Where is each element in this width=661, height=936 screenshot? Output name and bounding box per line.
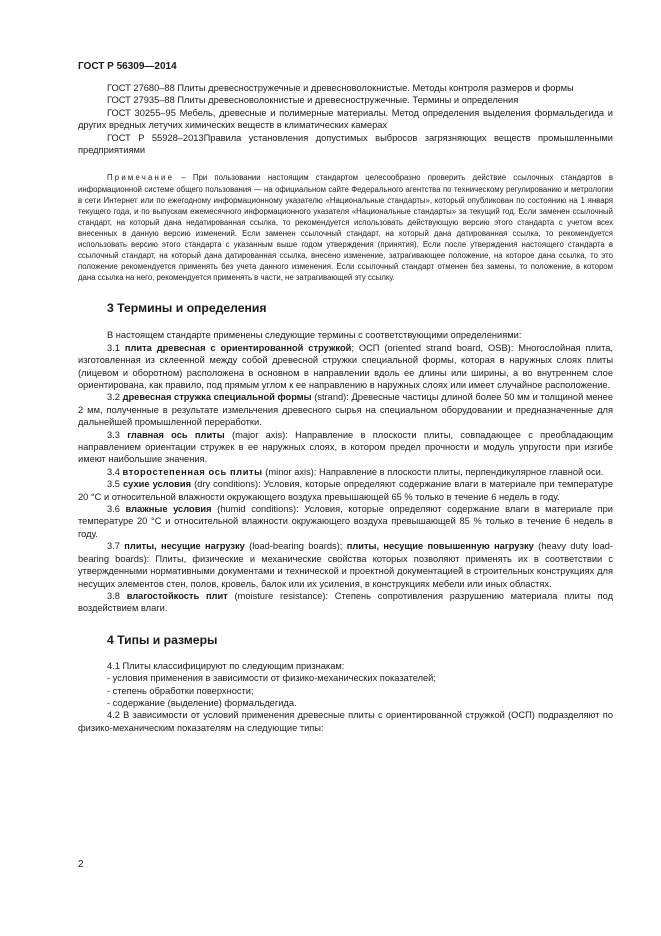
note-text: – При пользовании настоящим стандартом целесообразно проверить действие ссылочных стандартов в информационной системе общего пользования — на официальном сайте Федерального агентства по техническому регулированию и метрологии в сети Интернет или по ежегодному информационному указателю «Национальные стандарты», который опубликован по состоянию на 1 января текущего года, и по выпускам ежемесячного информационного указателя «Национальные стандарты» за текущий год. Если заменен ссылочный стандарт, на который дана недатированная ссылка, то рекомендуется использовать действующую версию этого стандарта с учетом всех внесенных в данную версию изменений. Если заменен ссылочный стандарт, на который дана датированная ссылка, то рекомендуется использовать версию этого стандарта с указанным выше годом утверждения (принятия). Если после утверждения настоящего стандарта в ссылочный стандарт, на который дана датированная ссылка, внесено изменение, затрагивающее положение, на которое дана ссылка, то это положение рекомендуется применять без учета данного изменения. Если ссылочный стандарт отменен без замены, то положение, в котором дана ссылка на него, рекомендуется применять в части, не затрагивающей эту ссылку. [78,173,613,283]
term-name: влагостойкость плит [126,590,228,601]
reference-item: ГОСТ 27680–88 Плиты древесностружечные и древесноволокнистые. Методы контроля размеров и формы [107,83,574,93]
reference-item: ГОСТ Р 55928–2013Правила установления допустимых выбросов загрязняющих веществ промышленными предприятиями [78,132,613,156]
term-number: 3.8 [107,590,127,601]
term-number: 3.1 [107,342,125,353]
term-3-1 [78,342,613,392]
term-name-secondary: плиты, несущие повышенную нагрузку [346,541,534,552]
term-definition: (major axis): Направление в плоскости плиты, совпадающее с преобладающим направлением ориентации стружек в ее наружных слоях, в котором предел прочности и модуль упругости при изгибе имеют наибольшие значения. [78,429,614,465]
term-3-8 [78,590,613,615]
reference-item: ГОСТ 30255–95 Мебель, древесные и полимерные материалы. Метод определения выделения формальдегида и других вредных летучих химических веществ в климатических камерах [78,107,613,131]
list-item: - условия применения в зависимости от физико-механических показателей; [107,673,436,684]
term-name: влажные условия [125,504,212,515]
term-name: древесная стружка специальной формы [122,392,312,403]
page-number: 2 [78,859,84,870]
normative-references-list [78,82,613,156]
section-3-heading: 3 Термины и определения [107,301,267,316]
list-item: - содержание (выделение) формальдегида. [107,697,297,708]
document-id-header: ГОСТ Р 56309—2014 [78,61,177,72]
term-definition: ; ОСП (oriented strand board, OSB): Многослойная плита, изготовленная из склеенной между собой древесной стружки специальной формы, которая в наружных слоях плиты (лицевом и оборотном) расположена в основном в направлении вдоль ее длины или ширины, а во внутреннем слое ориентирована, как правило, под прямым углом к ее направлению в наружных слоях или имеет случайное расположение. [78,342,614,390]
term-definition: (minor axis): Направление в плоскости плиты, перпендикулярное главной оси. [262,466,604,477]
term-3-3 [78,429,613,466]
term-definition: (moisture resistance): Степень сопротивления разрушению материала плиты под воздействием влаги. [78,590,613,614]
term-definition: (heavy duty load-bearing boards): Плиты, физические и механические свойства которых позволяют применять их в соответствии с утвержденными нормативными документами и технической и проектной документацией в строительных конструкциях для несущих элементов стен, полов, кровель, балок или их усиления, в конструкциях мебели или иных областях. [78,541,614,589]
page-content [78,80,613,734]
term-name: второстепенная ось плиты [122,466,263,477]
term-name: плита древесная с ориентированной стружкой [124,342,352,353]
term-english: (load-bearing boards); [244,541,347,552]
term-number: 3.7 [107,541,125,552]
section-4-heading: 4 Типы и размеры [107,632,218,647]
term-name: сухие условия [123,479,192,490]
term-definition: (humid conditions): Условия, которые определяют содержание влаги в материале при температуре 20 °C и относительной влажности окружающего воздуха превышающей 85 % только в течение 6 недель в году. [78,504,613,539]
term-name: главная ось плиты [127,429,225,440]
section-3-intro: В настоящем стандарте применены следующие термины с соответствующими определениями: [107,330,522,341]
term-3-2 [78,391,613,428]
paragraph-4-1: 4.1 Плиты классифицируют по следующим признакам: [107,660,345,671]
list-item: - степень обработки поверхности; [107,685,254,696]
term-number: 3.2 [107,392,123,403]
term-number: 3.5 [107,479,123,490]
term-name: плиты, несущие нагрузку [124,541,245,552]
term-3-5 [78,478,613,503]
term-definition: (strand): Древесные частицы длиной более 50 мм и толщиной менее 2 мм, полученные в результате измельчения древесного сырья на специальном оборудовании и предназначенные для дальнейшей промышленной переработки. [78,392,613,428]
term-number: 3.3 [107,429,128,440]
term-definition: (dry conditions): Условия, которые определяют содержание влаги в материале при температуре 20 °C и относительной влажности окружающего воздуха превышающей 65 % только в течение 6 недель в году. [78,479,613,502]
term-3-4 [78,466,613,478]
term-3-6 [78,503,613,540]
note-paragraph [78,172,613,283]
reference-item: ГОСТ 27935–88 Плиты древесноволокнистые и древесностружечные. Термины и определения [107,95,519,106]
term-number: 3.6 [107,504,126,515]
paragraph-4-2: 4.2 В зависимости от условий применения древесные плиты с ориентированной стружкой (ОСП) подразделяют по физико-механическим показателям на следующие типы: [78,710,613,733]
note-label: Примечание [107,173,175,183]
term-number: 3.4 [107,466,123,477]
term-3-7 [78,540,613,590]
